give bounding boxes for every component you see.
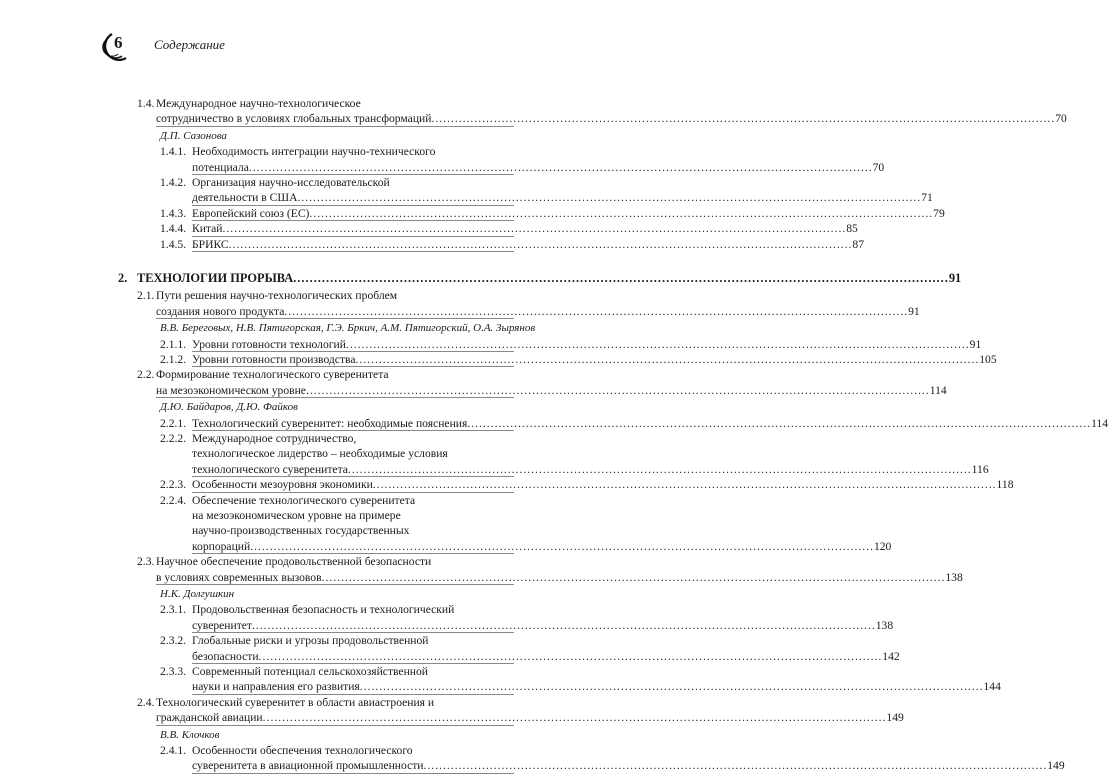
toc-dot-leader: ................................................................................................................................................................: [251, 618, 876, 632]
toc-dot-leader: ................................................................................................................................................................: [359, 680, 984, 694]
toc-number: 1.4.1.: [160, 145, 187, 159]
toc-rule: [156, 725, 514, 726]
toc-text: Глобальные риски и угрозы продовольственной: [192, 634, 429, 648]
toc-text: сотрудничество в условиях глобальных трансформаций: [156, 112, 432, 126]
toc-text: потенциала: [192, 160, 249, 174]
toc-text: Необходимость интеграции научно-технического: [192, 145, 436, 159]
toc-page-number: 114: [1091, 416, 1108, 430]
toc-line: [0, 602, 600, 618]
toc-line: [0, 508, 600, 524]
toc-text: Продовольственная безопасность и технологический: [192, 603, 455, 617]
toc-text: Обеспечение технологического суверенитета: [192, 493, 416, 507]
toc-line: [0, 288, 600, 304]
toc-dot-leader: ................................................................................................................................................................: [372, 478, 997, 492]
toc-text: Международное научно-технологическое: [156, 97, 361, 110]
toc-authors-line: [0, 586, 600, 602]
toc-text: Китай: [192, 222, 223, 236]
toc-line: [0, 633, 600, 649]
toc-rule: [156, 397, 514, 398]
toc-text: Особенности мезоуровня экономики: [192, 478, 373, 492]
toc-authors: Д.П. Сазонова: [160, 129, 227, 142]
toc-number: 2.2.1.: [160, 416, 187, 430]
toc-dot-leader: ................................................................................................................................................................: [423, 759, 1048, 773]
toc-page-number: 120: [873, 539, 892, 553]
toc-line: [0, 270, 962, 286]
running-header: [96, 30, 576, 64]
toc-dot-leader: ................................................................................................................................................................: [345, 337, 970, 351]
toc-authors-line: [0, 399, 600, 415]
toc-dot-leader: ................................................................................................................................................................: [467, 416, 1092, 430]
toc-number: 2.3.2.: [160, 634, 187, 648]
toc-rule: [192, 251, 514, 252]
toc-page-number: 87: [852, 237, 864, 251]
toc-text: суверенитета в авиационной промышленности: [192, 759, 424, 773]
toc-number: 2.4.1.: [160, 744, 187, 757]
toc-authors: В.В. Береговых, Н.В. Пятигорская, Г.Э. Бркич, А.М. Пятигорский, О.А. Зырянов: [160, 322, 536, 335]
toc-authors: В.В. Клочков: [160, 728, 220, 741]
toc-line: [0, 431, 600, 447]
toc-line: [0, 554, 600, 570]
toc-line: [0, 175, 600, 191]
toc-dot-leader: ................................................................................................................................................................: [228, 237, 853, 251]
toc-leader: [192, 758, 1065, 774]
toc-text: Уровни готовности технологий: [192, 337, 346, 351]
toc-page-number: 91: [948, 271, 962, 285]
toc-text: Организация научно-исследовательской: [192, 176, 390, 189]
toc-rule: [156, 318, 514, 319]
toc-line: [0, 523, 600, 539]
toc-dot-leader: ................................................................................................................................................................: [262, 711, 887, 725]
toc-line: [0, 96, 600, 112]
toc-text: БРИКС: [192, 237, 229, 251]
toc-dot-leader: ................................................................................................................................................................: [297, 191, 922, 205]
toc-authors: Д.Ю. Байдаров, Д.Ю. Файков: [160, 401, 298, 414]
toc-number: 1.4.2.: [160, 176, 187, 189]
toc-dot-leader: ................................................................................................................................................................: [293, 271, 949, 285]
toc-text: науки и направления его развития: [192, 680, 360, 694]
toc-dot-leader: ................................................................................................................................................................: [355, 353, 980, 366]
toc-page-number: 138: [945, 570, 963, 584]
toc-page-number: 138: [875, 618, 894, 632]
toc-line: [0, 664, 600, 680]
toc-text: Особенности обеспечения технологического: [192, 744, 413, 757]
toc-text: ТЕХНОЛОГИИ ПРОРЫВА: [137, 271, 294, 285]
running-title: Содержание: [154, 37, 225, 52]
toc-page-number: 105: [979, 353, 997, 366]
toc-number: 2.4.: [137, 695, 155, 709]
toc-dot-leader: ................................................................................................................................................................: [305, 383, 930, 397]
toc-text: в условиях современных вызовов: [156, 570, 322, 584]
toc-text: на мезоэкономическом уровне: [156, 383, 306, 397]
toc-text: Уровни готовности производства: [192, 353, 356, 366]
toc-dot-leader: ................................................................................................................................................................: [284, 304, 909, 318]
toc-page-number: 70: [872, 160, 885, 174]
toc-number: 1.4.: [137, 97, 155, 110]
toc-line: [0, 367, 600, 383]
page-number: 6: [114, 33, 123, 52]
toc-text: суверенитет: [192, 618, 252, 632]
toc-dot-leader: ................................................................................................................................................................: [321, 570, 946, 584]
toc-page-number: 79: [933, 206, 945, 220]
toc-number: 2.2.3.: [160, 478, 187, 492]
toc-text: корпораций: [192, 539, 251, 553]
toc-page-number: 70: [1055, 112, 1067, 126]
toc-text: научно-производственных государственных: [192, 524, 410, 538]
toc-page-number: 118: [996, 478, 1014, 492]
toc-dot-leader: ................................................................................................................................................................: [258, 649, 883, 663]
toc-page-number: 149: [886, 711, 904, 725]
toc-text: технологическое лидерство – необходимые условия: [192, 447, 448, 461]
toc-text: на мезоэкономическом уровне на примере: [192, 509, 401, 522]
toc-text: технологического суверенитета: [192, 462, 348, 476]
toc-authors-line: [0, 320, 600, 336]
toc-authors-line: [0, 128, 600, 144]
toc-text: Технологический суверенитет: необходимые пояснения: [192, 416, 468, 430]
toc-page-number: 149: [1047, 759, 1065, 773]
toc-dot-leader: ................................................................................................................................................................: [248, 160, 873, 174]
toc-text: Научное обеспечение продовольственной безопасности: [156, 555, 432, 569]
toc-line: [0, 695, 600, 711]
toc-text: создания нового продукта: [156, 304, 285, 318]
toc-text: Современный потенциал сельскохозяйственной: [192, 665, 428, 678]
toc-page-number: 91: [969, 337, 982, 351]
toc-line: [0, 743, 600, 759]
toc-number: 2.2.4.: [160, 493, 187, 507]
toc-number: 2.3.3.: [160, 665, 187, 678]
toc-leader: [137, 270, 962, 286]
toc-page-number: 142: [882, 649, 900, 663]
toc-text: деятельности в США: [192, 191, 298, 205]
toc-number: 2.3.: [137, 555, 155, 569]
toc-authors: Н.К. Долгушкин: [160, 588, 235, 600]
toc-number: 1.4.4.: [160, 222, 187, 236]
toc-dot-leader: ................................................................................................................................................................: [431, 112, 1056, 126]
toc-number: 1.4.5.: [160, 237, 187, 251]
toc-page-number: 116: [971, 462, 989, 476]
toc-rule: [156, 584, 514, 585]
toc-number: 2.1.: [137, 289, 155, 303]
toc-text: Международное сотрудничество,: [192, 432, 357, 445]
toc-number: 2.: [118, 271, 128, 285]
toc-page-number: 144: [983, 680, 1001, 694]
toc-line: [0, 493, 600, 509]
toc-dot-leader: ................................................................................................................................................................: [222, 222, 847, 236]
toc-text: гражданской авиации: [156, 711, 263, 725]
toc-page-number: 71: [921, 191, 933, 205]
toc-rule: [156, 126, 514, 127]
toc-text: безопасности: [192, 649, 259, 663]
toc-number: 2.2.: [137, 368, 155, 382]
toc-authors-line: [0, 727, 600, 743]
toc-line: [0, 758, 1065, 774]
toc-text: Технологический суверенитет в области авиастроения и: [156, 695, 435, 709]
toc-dot-leader: ................................................................................................................................................................: [309, 206, 934, 220]
toc-line: [0, 144, 600, 160]
toc-text: Формирование технологического суверенитета: [156, 368, 389, 382]
toc-number: 1.4.3.: [160, 206, 187, 220]
toc-number: 2.2.2.: [160, 432, 187, 445]
toc-number: 2.3.1.: [160, 603, 187, 617]
toc-text: Пути решения научно-технологических проблем: [156, 289, 398, 303]
toc-dot-leader: ................................................................................................................................................................: [347, 462, 972, 476]
toc-number: 2.1.2.: [160, 353, 187, 366]
toc-page-number: 114: [929, 383, 947, 397]
toc-page-number: 85: [846, 222, 858, 236]
toc-number: 2.1.1.: [160, 337, 187, 351]
toc-dot-leader: ................................................................................................................................................................: [250, 539, 874, 553]
toc-text: Европейский союз (ЕС): [192, 206, 310, 220]
toc-line: [0, 446, 600, 462]
toc-page-number: 91: [908, 304, 920, 318]
